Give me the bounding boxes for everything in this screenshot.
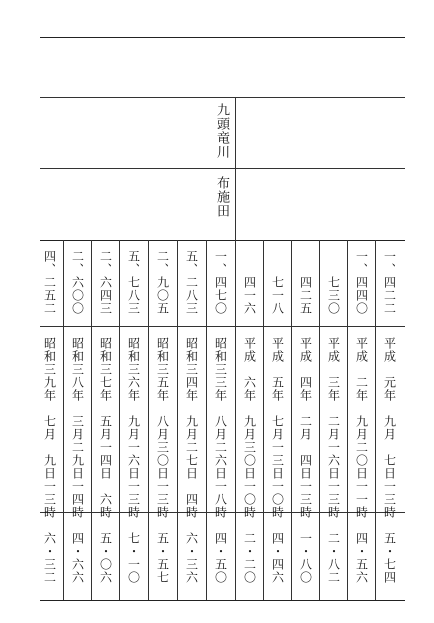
table-column <box>36 532 64 584</box>
table-column <box>207 532 235 584</box>
table-column <box>92 250 120 315</box>
discharge-value: 二、九〇五 <box>155 250 170 315</box>
table-column <box>178 337 206 519</box>
table-column <box>376 250 404 315</box>
table-column <box>36 337 64 519</box>
table-column <box>292 337 320 519</box>
discharge-value: 一、四二二 <box>382 250 397 315</box>
date-value: 昭和三八年 三月二九日一四時 <box>70 337 85 519</box>
discharge-value: 二、六〇〇 <box>70 250 85 315</box>
table-column <box>36 250 64 315</box>
date-value: 昭和三七年 五月一四日 六時 <box>98 337 113 519</box>
place-name: 布施田 <box>214 176 229 218</box>
level-value: 五・七四 <box>382 532 397 584</box>
level-value: 二・八二 <box>326 532 341 584</box>
table-column <box>92 532 120 584</box>
table-column <box>348 532 376 584</box>
table-column <box>236 337 264 519</box>
table-column <box>64 337 92 519</box>
rule-number-row <box>40 326 405 327</box>
discharge-value: 五、七八三 <box>126 250 141 315</box>
table-column <box>376 532 404 584</box>
table-column <box>320 337 348 519</box>
table-column <box>92 337 120 519</box>
date-value: 平成 二年 九月二〇日一一時 <box>354 337 369 519</box>
table-column <box>178 532 206 584</box>
discharge-value: 五、二八三 <box>184 250 199 315</box>
date-value: 平成 四年 二月 四日一三時 <box>298 337 313 519</box>
discharge-value: 一、四四〇 <box>354 250 369 315</box>
date-value: 昭和三五年 八月三〇日一三時 <box>155 337 170 519</box>
level-value: 六・三二 <box>42 532 57 584</box>
table-column <box>149 532 177 584</box>
level-value: 五・五七 <box>155 532 170 584</box>
rule-top <box>40 37 405 38</box>
level-value: 六・三六 <box>184 532 199 584</box>
date-value: 平成 三年 二月一六日一三時 <box>326 337 341 519</box>
discharge-value: 二、六四三 <box>98 250 113 315</box>
table-column <box>149 337 177 519</box>
level-value: 一・八〇 <box>298 532 313 584</box>
table-column <box>120 532 148 584</box>
level-value: 五・〇六 <box>98 532 113 584</box>
table-column <box>376 337 404 519</box>
table-column <box>178 250 206 315</box>
table-column <box>264 276 292 315</box>
discharge-value: 七一八 <box>270 276 285 315</box>
table-column <box>320 532 348 584</box>
table-column <box>120 337 148 519</box>
date-value: 平成 五年 七月一三日一〇時 <box>270 337 285 519</box>
level-value: 四・五六 <box>354 532 369 584</box>
discharge-value: 七三〇 <box>326 276 341 315</box>
river-name: 九頭竜川 <box>214 103 229 159</box>
date-value: 昭和三三年 八月二六日一八時 <box>213 337 228 519</box>
rule-header-bottom <box>40 240 405 241</box>
table-column <box>64 532 92 584</box>
rule-bottom <box>40 600 405 601</box>
date-value: 平成 六年 九月三〇日一〇時 <box>242 337 257 519</box>
level-value: 四・四六 <box>270 532 285 584</box>
table-column <box>264 337 292 519</box>
table-column <box>120 250 148 315</box>
date-value: 昭和三九年 七月 九日一三時 <box>42 337 57 519</box>
rule-middle <box>40 168 405 169</box>
table-column <box>236 276 264 315</box>
level-value: 七・一〇 <box>126 532 141 584</box>
table-column <box>292 532 320 584</box>
table-column <box>320 276 348 315</box>
table-column <box>348 337 376 519</box>
discharge-value: 四二五 <box>298 276 313 315</box>
table-column <box>207 337 235 519</box>
date-value: 昭和三六年 九月一六日一三時 <box>126 337 141 519</box>
level-value: 四・五〇 <box>213 532 228 584</box>
table-column <box>348 250 376 315</box>
discharge-value: 四一六 <box>242 276 257 315</box>
table-column <box>149 250 177 315</box>
table-column <box>292 276 320 315</box>
discharge-value: 四、二五二 <box>42 250 57 315</box>
rule-upper <box>40 97 405 98</box>
level-value: 二・二〇 <box>242 532 257 584</box>
table-column <box>64 250 92 315</box>
date-value: 平成 元年 九月 七日一三時 <box>382 337 397 519</box>
table-column <box>207 250 235 315</box>
table-column <box>236 532 264 584</box>
date-value: 昭和三四年 九月二七日 四時 <box>184 337 199 519</box>
table-column <box>264 532 292 584</box>
discharge-value: 一、四七〇 <box>213 250 228 315</box>
level-value: 四・六六 <box>70 532 85 584</box>
